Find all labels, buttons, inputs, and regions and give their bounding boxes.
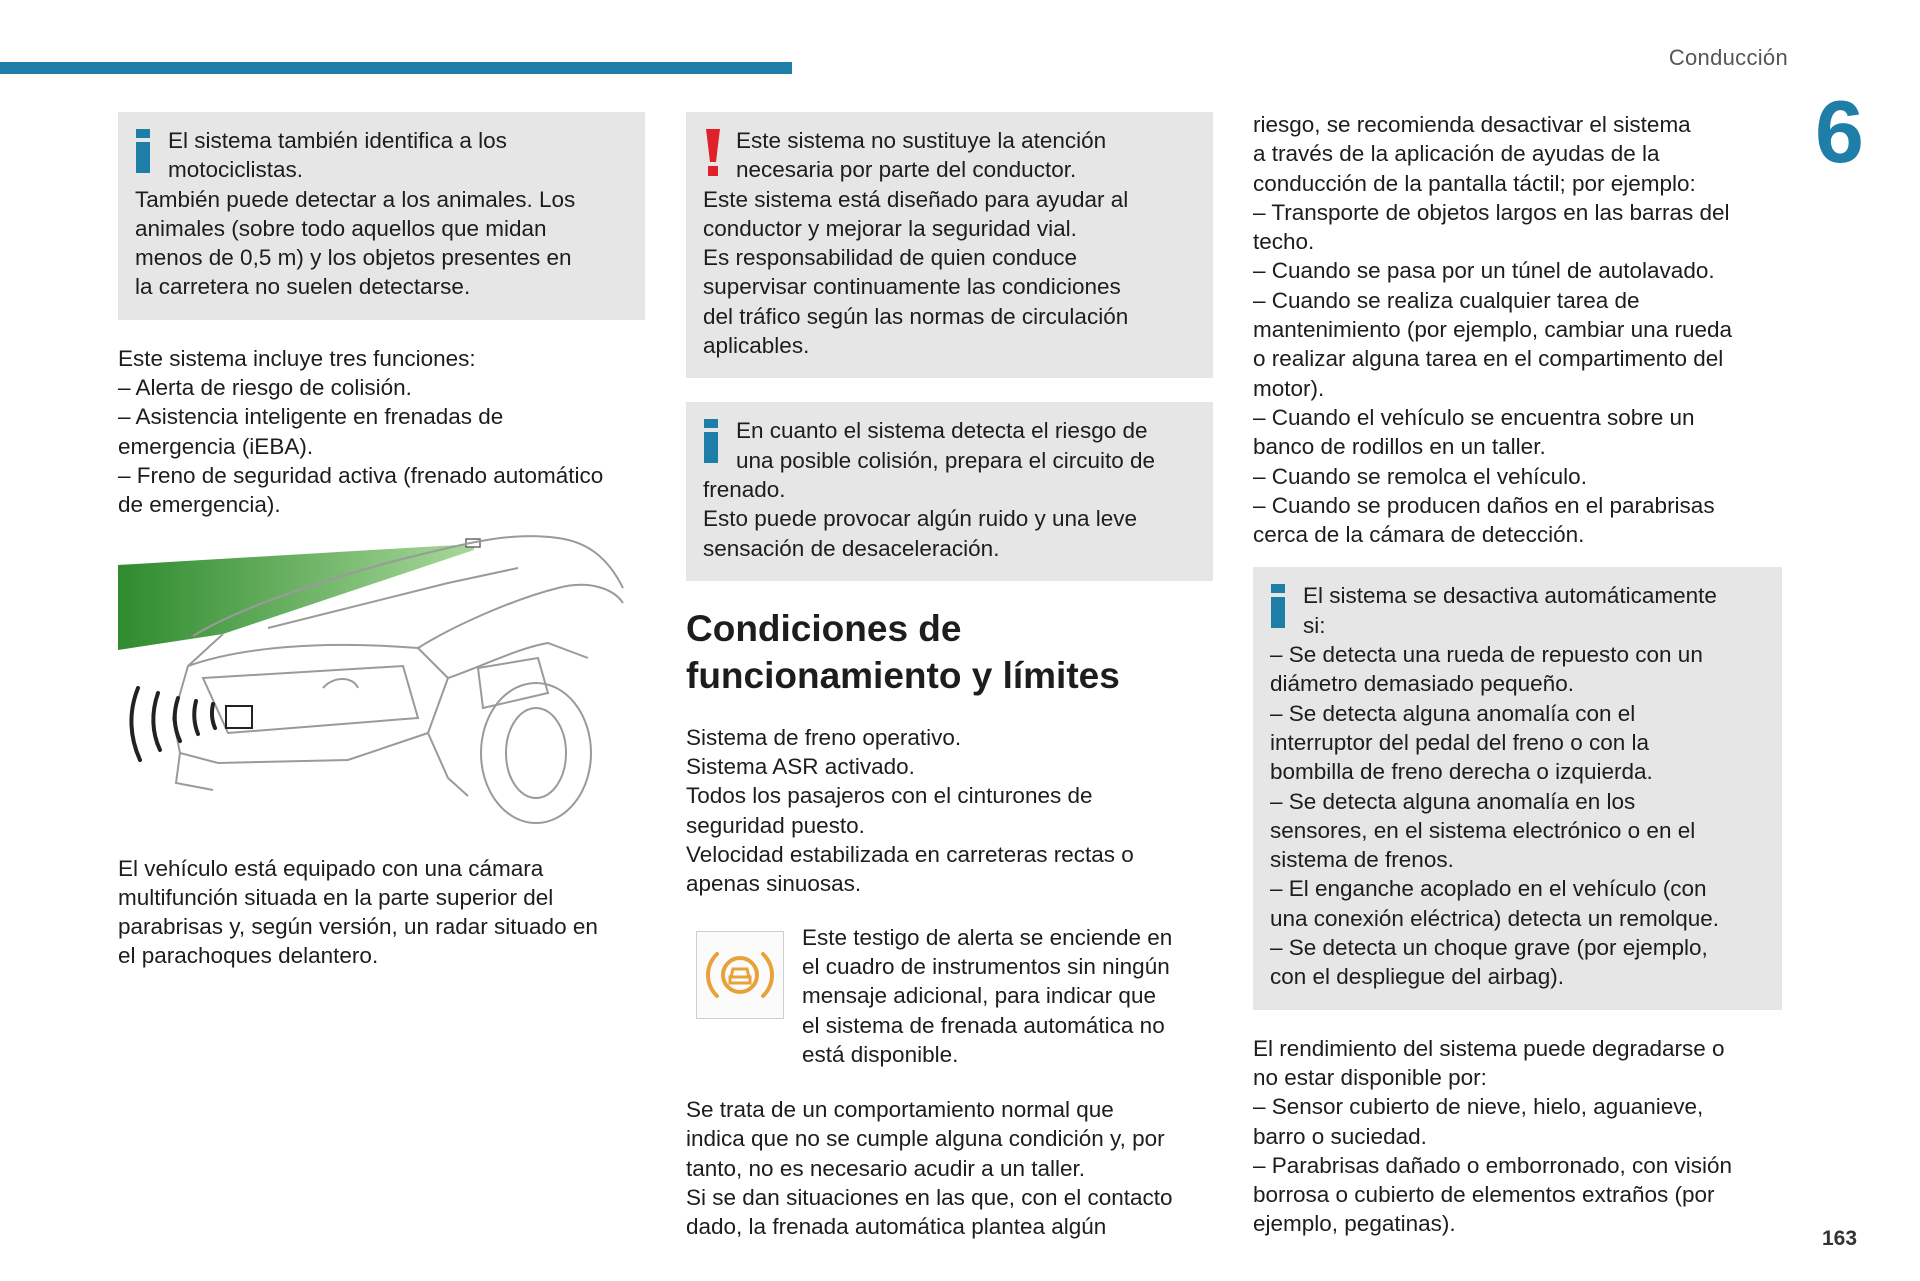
text-line: motociclistas. xyxy=(168,157,304,183)
text-line: diámetro demasiado pequeño. xyxy=(1270,671,1574,697)
text-line: – Transporte de objetos largos en las barras del xyxy=(1253,199,1730,225)
text-line: Este sistema no sustituye la atención xyxy=(736,128,1107,153)
text-line: interruptor del pedal del freno o con la xyxy=(1270,729,1649,755)
text-line: Este sistema incluye tres funciones: xyxy=(118,345,476,371)
text-line: indica que no se cumple alguna condición y, por xyxy=(686,1126,1165,1152)
deactivation-examples xyxy=(1253,110,1793,549)
text-line: frenado. xyxy=(703,476,786,502)
text-line: sistema de frenos. xyxy=(1270,847,1454,873)
text-line: – Asistencia inteligente en frenadas de xyxy=(118,404,504,430)
camera-description xyxy=(118,854,645,971)
radar-sensor-icon xyxy=(226,706,252,728)
warning-exclamation-icon xyxy=(704,129,722,177)
text-line: Este sistema está diseñado para ayudar al xyxy=(703,186,1129,212)
text-line: El rendimiento del sistema puede degradarse o xyxy=(1253,1035,1725,1061)
text-line: barro o suciedad. xyxy=(1253,1123,1427,1149)
heading-line: Condiciones de xyxy=(686,607,962,649)
warning-lamp-text xyxy=(802,923,1172,1069)
text-line: Velocidad estabilizada en carreteras rectas o xyxy=(686,842,1134,868)
text-line: Sistema ASR activado. xyxy=(686,754,915,780)
text-line: – Se detecta alguna anomalía con el xyxy=(1270,700,1636,726)
section-title: Conducción xyxy=(1668,45,1788,70)
text-line: sensación de desaceleración. xyxy=(703,535,1000,561)
text-line: menos de 0,5 m) y los objetos presentes en xyxy=(135,245,572,271)
info-icon xyxy=(1271,584,1285,628)
text-line: apenas sinuosas. xyxy=(686,871,862,897)
radar-waves xyxy=(131,688,215,760)
info-box-auto-deactivation xyxy=(1253,567,1782,1009)
info-box-braking-circuit xyxy=(686,402,1213,580)
section-heading xyxy=(686,605,1213,699)
text-line: cerca de la cámara de detección. xyxy=(1253,522,1585,548)
text-line: mensaje adicional, para indicar que xyxy=(802,983,1156,1009)
text-line: supervisar continuamente las condiciones xyxy=(703,274,1121,300)
text-line: conducción de la pantalla táctil; por ejemplo: xyxy=(1253,170,1696,196)
text-line: banco de rodillos en un taller. xyxy=(1253,434,1546,460)
text-line: tanto, no es necesario acudir a un taller. xyxy=(686,1155,1086,1181)
text-line: o realizar alguna tarea en el compartimento del xyxy=(1253,346,1724,372)
text-line: – Cuando se remolca el vehículo. xyxy=(1253,463,1587,489)
heading-line: funcionamiento y límites xyxy=(686,654,1120,696)
header-accent-bar xyxy=(0,62,792,74)
text-line: El vehículo está equipado con una cámara xyxy=(118,855,544,881)
text-line: sensores, en el sistema electrónico o en el xyxy=(1270,817,1696,843)
text-line: animales (sobre todo aquellos que midan xyxy=(135,215,547,241)
text-line: riesgo, se recomienda desactivar el sistema xyxy=(1253,112,1691,137)
text-line: – Cuando el vehículo se encuentra sobre un xyxy=(1253,404,1695,430)
info-box-motorcyclists xyxy=(118,112,645,320)
text-line: El sistema también identifica a los xyxy=(168,128,507,153)
text-line: del tráfico según las normas de circulación xyxy=(703,303,1129,329)
text-line: a través de la aplicación de ayudas de la xyxy=(1253,141,1660,167)
behaviour-paragraph xyxy=(686,1095,1213,1241)
text-line: la carretera no suelen detectarse. xyxy=(135,274,471,300)
text-line: – Parabrisas dañado o emborronado, con visión xyxy=(1253,1152,1733,1178)
text-line: – Cuando se pasa por un túnel de autolavado. xyxy=(1253,258,1715,284)
column-2 xyxy=(686,112,1213,1242)
automatic-braking-warning-lamp-icon xyxy=(696,931,784,1019)
text-line: el cuadro de instrumentos sin ningún xyxy=(802,953,1170,979)
text-line: dado, la frenada automática plantea algún xyxy=(686,1214,1107,1240)
warning-box xyxy=(686,112,1213,378)
text-line: necesaria por parte del conductor. xyxy=(736,157,1077,183)
text-line: – Se detecta un choque grave (por ejemplo, xyxy=(1270,935,1708,961)
text-line: aplicables. xyxy=(703,333,810,359)
text-line: motor). xyxy=(1253,375,1325,401)
functions-list xyxy=(118,344,645,520)
text-line: – El enganche acoplado en el vehículo (con xyxy=(1270,876,1707,902)
info-icon xyxy=(704,419,718,463)
text-line: el parachoques delantero. xyxy=(118,943,379,969)
car-front-camera-radar-illustration xyxy=(118,528,630,828)
text-line: – Se detecta una rueda de repuesto con un xyxy=(1270,642,1703,668)
text-line: Esto puede provocar algún ruido y una leve xyxy=(703,506,1138,532)
text-line: de emergencia). xyxy=(118,492,281,518)
text-line: seguridad puesto. xyxy=(686,812,865,838)
performance-paragraph xyxy=(1253,1034,1793,1239)
text-line: una conexión eléctrica) detecta un remolque. xyxy=(1270,905,1720,931)
text-line: Todos los pasajeros con el cinturones de xyxy=(686,783,1093,809)
text-line: emergencia (iEBA). xyxy=(118,433,314,459)
text-line: También puede detectar a los animales. Los xyxy=(135,186,576,212)
text-line: parabrisas y, según versión, un radar situado en xyxy=(118,914,598,940)
text-line: conductor y mejorar la seguridad vial. xyxy=(703,215,1077,241)
text-line: borrosa o cubierto de elementos extraños (por xyxy=(1253,1182,1715,1208)
text-line: En cuanto el sistema detecta el riesgo de xyxy=(736,418,1148,444)
text-line: mantenimiento (por ejemplo, cambiar una rueda xyxy=(1253,317,1733,343)
column-1 xyxy=(118,112,645,971)
info-icon xyxy=(136,129,150,173)
text-line: Este testigo de alerta se enciende en xyxy=(802,924,1173,950)
text-line: – Se detecta alguna anomalía en los xyxy=(1270,788,1636,814)
text-line: ejemplo, pegatinas). xyxy=(1253,1211,1456,1237)
text-line: no estar disponible por: xyxy=(1253,1064,1487,1090)
text-line: – Sensor cubierto de nieve, hielo, aguanieve, xyxy=(1253,1094,1704,1120)
camera-field-of-view xyxy=(118,544,474,650)
text-line: está disponible. xyxy=(802,1041,959,1067)
column-3 xyxy=(1253,110,1793,1239)
warning-lamp-row xyxy=(686,923,1213,1069)
text-line: el sistema de frenada automática no xyxy=(802,1012,1165,1038)
text-line: multifunción situada en la parte superior del xyxy=(118,884,554,910)
text-line: si: xyxy=(1303,612,1326,638)
chapter-number: 6 xyxy=(1815,82,1864,181)
conditions-list xyxy=(686,723,1213,899)
text-line: con el despliegue del airbag). xyxy=(1270,964,1564,990)
text-line: – Alerta de riesgo de colisión. xyxy=(118,375,412,401)
text-line: techo. xyxy=(1253,229,1315,255)
page-number: 163 xyxy=(1822,1227,1858,1250)
text-line: Es responsabilidad de quien conduce xyxy=(703,245,1078,271)
text-line: Si se dan situaciones en las que, con el contacto xyxy=(686,1185,1173,1211)
text-line: una posible colisión, prepara el circuito de xyxy=(736,447,1155,473)
text-line: – Cuando se realiza cualquier tarea de xyxy=(1253,287,1640,313)
text-line: Se trata de un comportamiento normal que xyxy=(686,1097,1114,1123)
text-line: El sistema se desactiva automáticamente xyxy=(1303,583,1717,609)
text-line: – Freno de seguridad activa (frenado automático xyxy=(118,462,604,488)
text-line: bombilla de freno derecha o izquierda. xyxy=(1270,759,1653,785)
text-line: – Cuando se producen daños en el parabrisas xyxy=(1253,492,1715,518)
text-line: Sistema de freno operativo. xyxy=(686,724,962,750)
